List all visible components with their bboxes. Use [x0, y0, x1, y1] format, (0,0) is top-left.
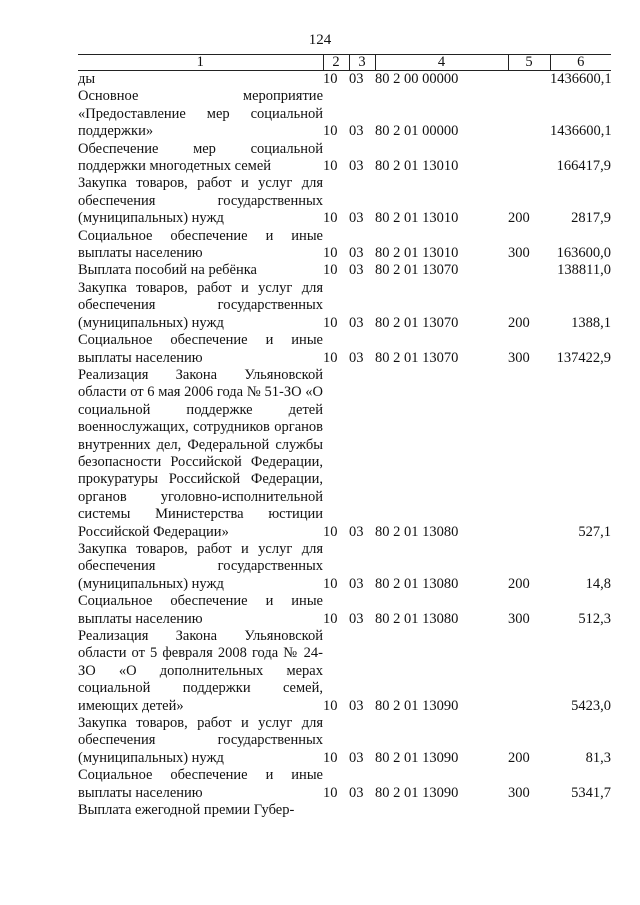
- row-section: 10: [323, 314, 338, 331]
- row-subsection: 03: [349, 749, 364, 766]
- row-expense-type: 300: [508, 349, 530, 366]
- table-row: [78, 228, 611, 263]
- page-number: 124: [308, 32, 332, 48]
- row-section: 10: [323, 749, 338, 766]
- header-col-5: 5: [508, 55, 550, 71]
- row-name: Реализация Закона Ульяновской области от 6 мая 2006 года № 51-ЗО «О социальной поддержке детей военнослужащих, сотрудников органов внутренних дел, Федеральной службы безопасности Российской Федерации, прокуратуры Российской Федерации, органов уголовно-исполнительной системы Министерства юстиции Российской Федерации»: [78, 366, 323, 540]
- row-name: Социальное обеспечение и иные выплаты населению: [78, 593, 323, 627]
- row-target-article: 80 2 01 13070: [375, 314, 459, 331]
- row-subsection: [349, 802, 375, 819]
- row-name: Закупка товаров, работ и услуг для обеспечения государственных (муниципальных) нужд: [78, 279, 323, 331]
- row-name: Основное мероприятие «Предоставление мер социальной поддержки»: [78, 88, 323, 140]
- row-target-article: 80 2 01 13080: [375, 610, 459, 627]
- table-row: [78, 71, 611, 89]
- row-subsection: 03: [349, 349, 364, 366]
- row-target-article: 80 2 01 13010: [375, 245, 459, 262]
- row-expense-type: 300: [508, 610, 530, 627]
- row-section: 10: [323, 349, 338, 366]
- table-row: [78, 367, 611, 541]
- row-name: Социальное обеспечение и иные выплаты населению: [78, 227, 323, 262]
- row-target-article: 80 2 01 13090: [375, 749, 459, 766]
- table-row: [78, 175, 611, 227]
- row-target-article: 80 2 01 13080: [375, 523, 459, 540]
- row-amount: 163600,0: [556, 245, 611, 262]
- row-subsection: 03: [349, 697, 364, 714]
- row-amount: 14,8: [585, 575, 611, 592]
- header-col-3: 3: [349, 55, 375, 71]
- row-expense-type: 200: [508, 210, 530, 227]
- row-section: 10: [323, 210, 338, 227]
- row-name: Закупка товаров, работ и услуг для обеспечения государственных (муниципальных) нужд: [78, 540, 323, 592]
- table-body: [78, 71, 611, 820]
- table-row: [78, 628, 611, 715]
- row-section: 10: [323, 245, 338, 262]
- row-expense-type: [508, 88, 550, 140]
- row-amount: 527,1: [578, 523, 611, 540]
- row-expense-type: [508, 262, 550, 279]
- table-row: [78, 262, 611, 279]
- table-row: [78, 88, 611, 140]
- row-target-article: 80 2 01 00000: [375, 123, 459, 140]
- row-expense-type: 200: [508, 575, 530, 592]
- row-name: Обеспечение мер социальной поддержки многодетных семей: [78, 140, 323, 175]
- row-expense-type: [508, 71, 550, 89]
- row-amount: 5423,0: [571, 697, 611, 714]
- row-target-article: 80 2 01 13080: [375, 575, 459, 592]
- row-section: 10: [323, 158, 338, 175]
- row-amount: 166417,9: [556, 158, 611, 175]
- row-name: Закупка товаров, работ и услуг для обеспечения государственных (муниципальных) нужд: [78, 175, 323, 227]
- row-name: Выплата ежегодной премии Губер-: [78, 802, 295, 819]
- row-expense-type: 200: [508, 314, 530, 331]
- header-col-2: 2: [323, 55, 349, 71]
- row-target-article: 80 2 01 13090: [375, 784, 459, 801]
- table-row: [78, 280, 611, 332]
- row-section: 10: [323, 575, 338, 592]
- table-row: [78, 802, 611, 819]
- row-name: Закупка товаров, работ и услуг для обеспечения государственных (муниципальных) нужд: [78, 715, 323, 766]
- row-amount: 137422,9: [556, 349, 611, 366]
- row-name: Реализация Закона Ульяновской области от 5 февраля 2008 года № 24-ЗО «О дополнительных мерах социальной поддержки семей, имеющих детей»: [78, 628, 323, 714]
- row-subsection: 03: [349, 523, 364, 540]
- table-row: [78, 141, 611, 176]
- row-subsection: 03: [349, 158, 364, 175]
- row-section: 10: [323, 262, 338, 279]
- row-expense-type: 200: [508, 749, 530, 766]
- header-col-6: 6: [550, 55, 611, 71]
- header-col-1: 1: [78, 55, 323, 71]
- row-expense-type: [508, 367, 550, 541]
- row-amount: 5341,7: [571, 784, 611, 801]
- row-subsection: 03: [349, 210, 364, 227]
- row-amount: [550, 802, 611, 819]
- row-target-article: [375, 802, 508, 819]
- budget-table: [78, 54, 611, 819]
- row-subsection: 03: [349, 123, 364, 140]
- row-amount: 138811,0: [557, 262, 611, 279]
- row-expense-type: 300: [508, 245, 530, 262]
- row-section: 10: [323, 523, 338, 540]
- row-amount: 1436600,1: [550, 123, 612, 140]
- row-subsection: 03: [349, 262, 364, 279]
- row-name: ды: [78, 71, 96, 87]
- table-row: [78, 767, 611, 802]
- row-amount: 2817,9: [571, 210, 611, 227]
- row-target-article: 80 2 00 00000: [375, 71, 459, 87]
- row-amount: 1388,1: [571, 314, 611, 331]
- row-subsection: 03: [349, 610, 364, 627]
- row-target-article: 80 2 01 13010: [375, 158, 459, 175]
- row-target-article: 80 2 01 13070: [375, 349, 459, 366]
- row-name: Выплата пособий на ребёнка: [78, 262, 257, 279]
- header-col-4: 4: [375, 55, 508, 71]
- row-expense-type: [508, 141, 550, 176]
- table-header-row: [78, 55, 611, 71]
- row-amount: 512,3: [578, 610, 611, 627]
- row-target-article: 80 2 01 13070: [375, 262, 459, 279]
- row-amount: 1436600,1: [550, 71, 612, 87]
- row-section: 10: [323, 71, 338, 87]
- table-row: [78, 593, 611, 628]
- row-subsection: 03: [349, 575, 364, 592]
- row-subsection: 03: [349, 245, 364, 262]
- row-section: 10: [323, 784, 338, 801]
- row-expense-type: 300: [508, 784, 530, 801]
- table-row: [78, 715, 611, 767]
- row-target-article: 80 2 01 13010: [375, 210, 459, 227]
- row-subsection: 03: [349, 784, 364, 801]
- row-subsection: 03: [349, 71, 364, 87]
- table-row: [78, 541, 611, 593]
- row-expense-type: [508, 802, 550, 819]
- row-target-article: 80 2 01 13090: [375, 697, 459, 714]
- row-section: 10: [323, 697, 338, 714]
- row-name: Социальное обеспечение и иные выплаты населению: [78, 767, 323, 801]
- row-name: Социальное обеспечение и иные выплаты населению: [78, 332, 323, 366]
- row-section: 10: [323, 610, 338, 627]
- row-subsection: 03: [349, 314, 364, 331]
- table-row: [78, 332, 611, 367]
- row-amount: 81,3: [585, 749, 611, 766]
- row-expense-type: [508, 628, 550, 715]
- row-section: 10: [323, 123, 338, 140]
- row-section: [323, 802, 349, 819]
